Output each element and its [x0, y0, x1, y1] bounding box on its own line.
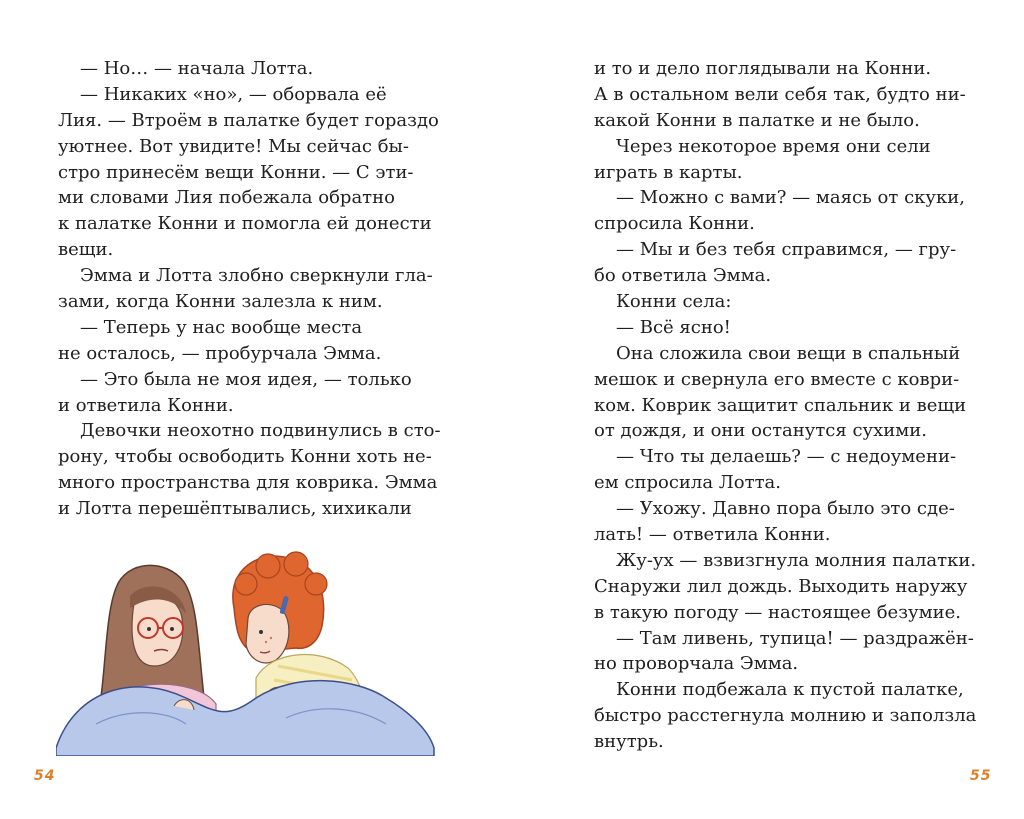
text-line: не осталось, — пробурчала Эмма.	[58, 342, 382, 364]
text-line: ем спросила Лотта.	[594, 472, 782, 494]
text-line: — Ухожу. Давно пора было это сде-	[616, 498, 955, 520]
text-line: к палатке Конни и помогла ей донести	[58, 213, 432, 235]
text-line: вещи.	[58, 239, 114, 261]
text-line: Конни подбежала к пустой палатке,	[616, 679, 964, 701]
text-line: — Всё ясно!	[616, 316, 731, 338]
text-line: какой Конни в палатке и не было.	[594, 109, 920, 131]
text-line: уютнее. Вот увидите! Мы сейчас бы-	[58, 135, 409, 157]
text-line: много пространства для коврика. Эмма	[58, 472, 438, 494]
text-line: Она сложила свои вещи в спальный	[616, 342, 961, 364]
text-line: спросила Конни.	[594, 213, 755, 235]
text-line: — Никаких «но», — оборвала её	[80, 83, 387, 105]
text-line: — Что ты делаешь? — с недоумени-	[616, 446, 957, 468]
text-line: — Но… — начала Лотта.	[80, 58, 314, 79]
page-number: 55	[970, 768, 992, 784]
text-line: играть в карты.	[594, 161, 743, 183]
text-line: и ответила Конни.	[58, 394, 234, 416]
text-line: Жу-ух — взвизгнула молния палатки.	[616, 549, 977, 571]
text-line: — Можно с вами? — маясь от скуки,	[616, 187, 965, 209]
text-line: быстро расстегнула молнию и заползла	[594, 705, 977, 727]
text-line: но проворчала Эмма.	[594, 653, 799, 675]
blanket-shape	[56, 681, 434, 756]
text-line: — Теперь у нас вообще места	[80, 316, 363, 338]
text-line: стро принесём вещи Конни. — С эти-	[58, 161, 414, 183]
text-line: от дождя, и они останутся сухими.	[594, 420, 927, 442]
text-line: Девочки неохотно подвинулись в сто-	[80, 420, 441, 442]
text-line: — Мы и без тебя справимся, — гру-	[616, 239, 957, 261]
text-line: рону, чтобы освободить Конни хоть не-	[58, 446, 432, 468]
girls-in-tent-illustration	[56, 548, 436, 756]
text-line: лать! — ответила Конни.	[594, 524, 831, 546]
right-page-text	[594, 56, 979, 755]
text-line: Конни села:	[616, 291, 732, 313]
text-line: и то и дело поглядывали на Конни.	[594, 58, 932, 79]
text-line: Снаружи лил дождь. Выходить наружу	[594, 575, 968, 597]
text-line: ми словами Лия побежала обратно	[58, 187, 395, 209]
text-line: внутрь.	[594, 731, 664, 753]
right-page	[512, 0, 1024, 819]
text-line: Лия. — Втроём в палатке будет гораздо	[58, 109, 439, 131]
text-line: Эмма и Лотта злобно сверкнули гла-	[80, 265, 433, 287]
page-number: 54	[34, 768, 56, 784]
text-line: ком. Коврик защитит спальник и вещи	[594, 394, 967, 416]
text-line: — Там ливень, тупица! — раздражён-	[616, 627, 974, 649]
text-line: А в остальном вели себя так, будто ни-	[594, 83, 966, 105]
text-line: Через некоторое время они сели	[616, 135, 931, 157]
text-line: мешок и свернула его вместе с коври-	[594, 368, 960, 390]
left-page-text	[58, 56, 441, 522]
text-line: и Лотта перешёптывались, хихикали	[58, 498, 412, 520]
text-line: бо ответила Эмма.	[594, 265, 772, 287]
text-line: в такую погоду — настоящее безумие.	[594, 601, 961, 623]
text-line: — Это была не моя идея, — только	[80, 368, 412, 390]
text-line: зами, когда Конни залезла к ним.	[58, 291, 383, 313]
